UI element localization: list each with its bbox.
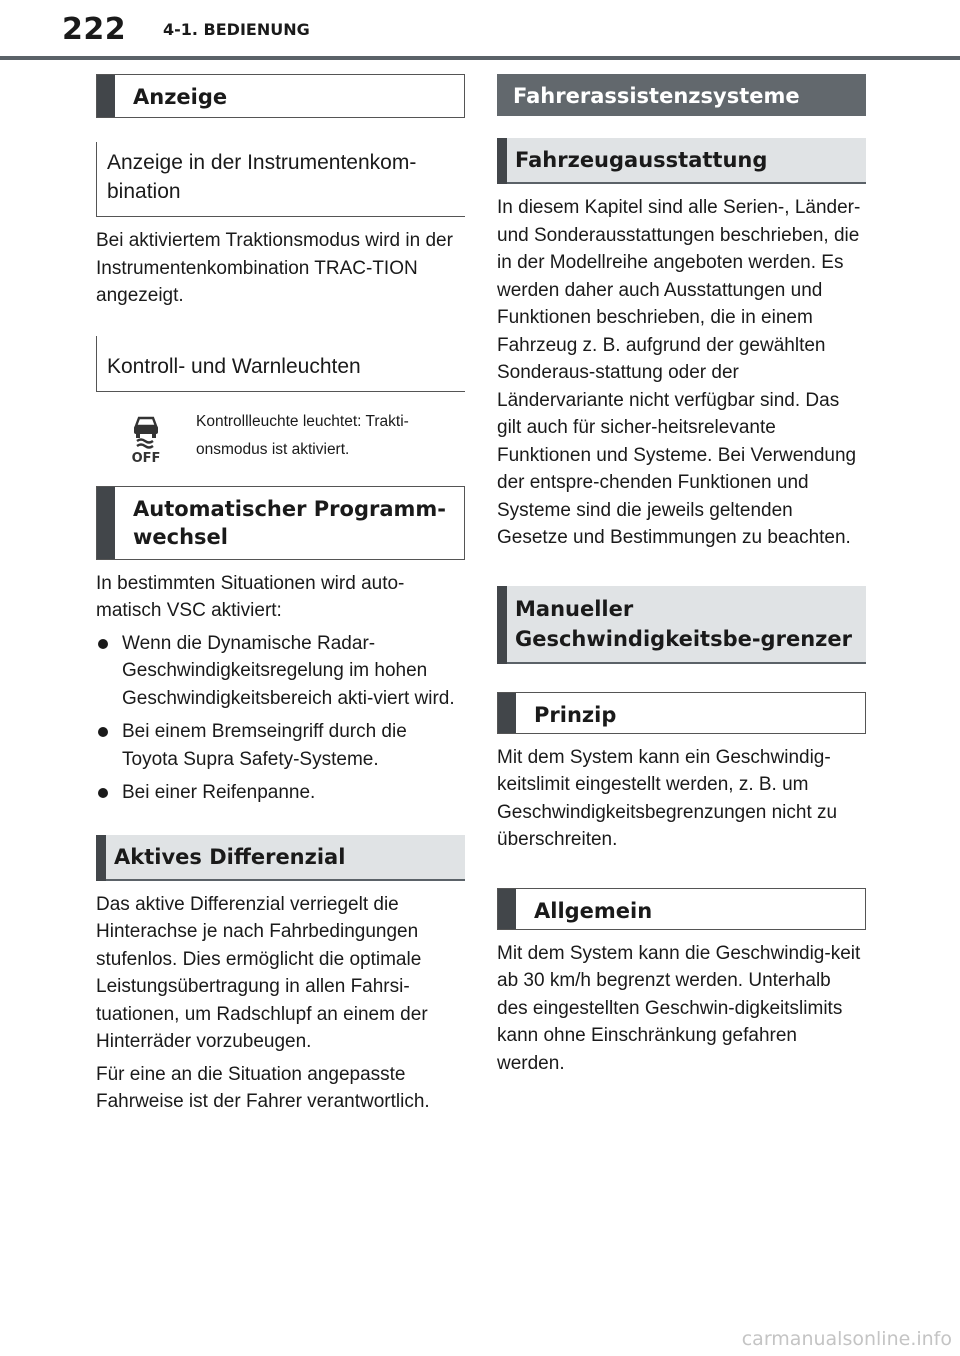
section-label: 4-1. BEDIENUNG <box>163 20 310 39</box>
anzeige-heading: Anzeige <box>96 74 465 118</box>
list-item: Bei einem Bremseingriff durch die Toyota Supra Safety-Systeme. <box>96 718 465 773</box>
kontroll-subheading: Kontroll- und Warnleuchten <box>96 336 465 392</box>
differenzial-text: Das aktive Differenzial verriegelt die Hinterachse je nach Fahrbedingungen stufenlos. Dies ermöglicht die optimale Leistungsübertragung in allen Fahrsi-tuationen, um Radschlupf an einem der Hinterräder vorzubeugen. <box>96 893 428 1052</box>
fahrerassistenz-heading: Fahrerassistenzsysteme <box>497 74 866 116</box>
instrument-subheading: Anzeige in der Instrumentenkom-bination <box>96 142 465 217</box>
indicator-row <box>96 402 465 464</box>
auto-bullet-list <box>96 630 465 807</box>
geschwindigkeitsbegrenzer-heading: Manueller Geschwindigkeitsbe-grenzer <box>497 586 866 664</box>
list-item: Bei einer Reifenpanne. <box>96 779 465 807</box>
watermark: carmanualsonline.info <box>741 1328 952 1350</box>
auto-programm-heading: Automatischer Programm-wechsel <box>96 486 465 560</box>
ausstattung-heading: Fahrzeugausstattung <box>497 138 866 184</box>
page-number: 222 <box>62 12 127 47</box>
auto-intro: In bestimmten Situationen wird auto-matisch VSC aktiviert: <box>96 572 405 621</box>
prinzip-heading: Prinzip <box>497 692 866 734</box>
instrument-text: Bei aktiviertem Traktionsmodus wird in der Instrumentenkombination TRAC-TION angezeigt. <box>96 230 453 306</box>
traction-off-icon-wrap <box>96 402 196 464</box>
list-item: Wenn die Dynamische Radar-Geschwindigkeitsregelung im hohen Geschwindigkeitsbereich akti-viert wird. <box>96 630 465 713</box>
allgemein-heading: Allgemein <box>497 888 866 930</box>
header-rule <box>0 56 960 60</box>
allgemein-text: Mit dem System kann die Geschwindig-keit ab 30 km/h begrenzt werden. Unterhalb des eingestellten Geschwin-digkeitslimits kann ohne Einschränkung gefahren werden. <box>497 942 861 1074</box>
differenzial-heading: Aktives Differenzial <box>96 835 465 881</box>
right-column <box>497 74 866 1077</box>
ausstattung-text: In diesem Kapitel sind alle Serien-, Länder- und Sonderausstattungen beschrieben, die in der Modellreihe angeboten werden. Es werden daher auch Ausstattungen und Funktionen beschrieben, die in einem Fahrzeug z. B. aufgrund der gewählten Sonderaus-stattung oder der Ländervariante nicht verfügbar sind. Das gilt auch für sicher-heitsrelevante Funktionen und Systeme. Bei Verwendung der entspre-chenden Funktionen und Systeme sind die jeweils geltenden Gesetze und Bestimmungen zu beachten. <box>497 197 861 548</box>
traction-off-icon <box>129 414 163 464</box>
differenzial-note: Für eine an die Situation angepasste Fahrweise ist der Fahrer verantwortlich. <box>96 1063 430 1112</box>
icon-off-label: OFF <box>131 450 161 464</box>
prinzip-text: Mit dem System kann ein Geschwindig-keitslimit eingestellt werden, z. B. um Geschwindigkeitsbegrenzungen nicht zu überschreiten. <box>497 746 838 850</box>
left-column <box>96 74 465 1116</box>
indicator-text: Kontrollleuchte leuchtet: Trakti-onsmodus ist aktiviert. <box>196 412 409 458</box>
